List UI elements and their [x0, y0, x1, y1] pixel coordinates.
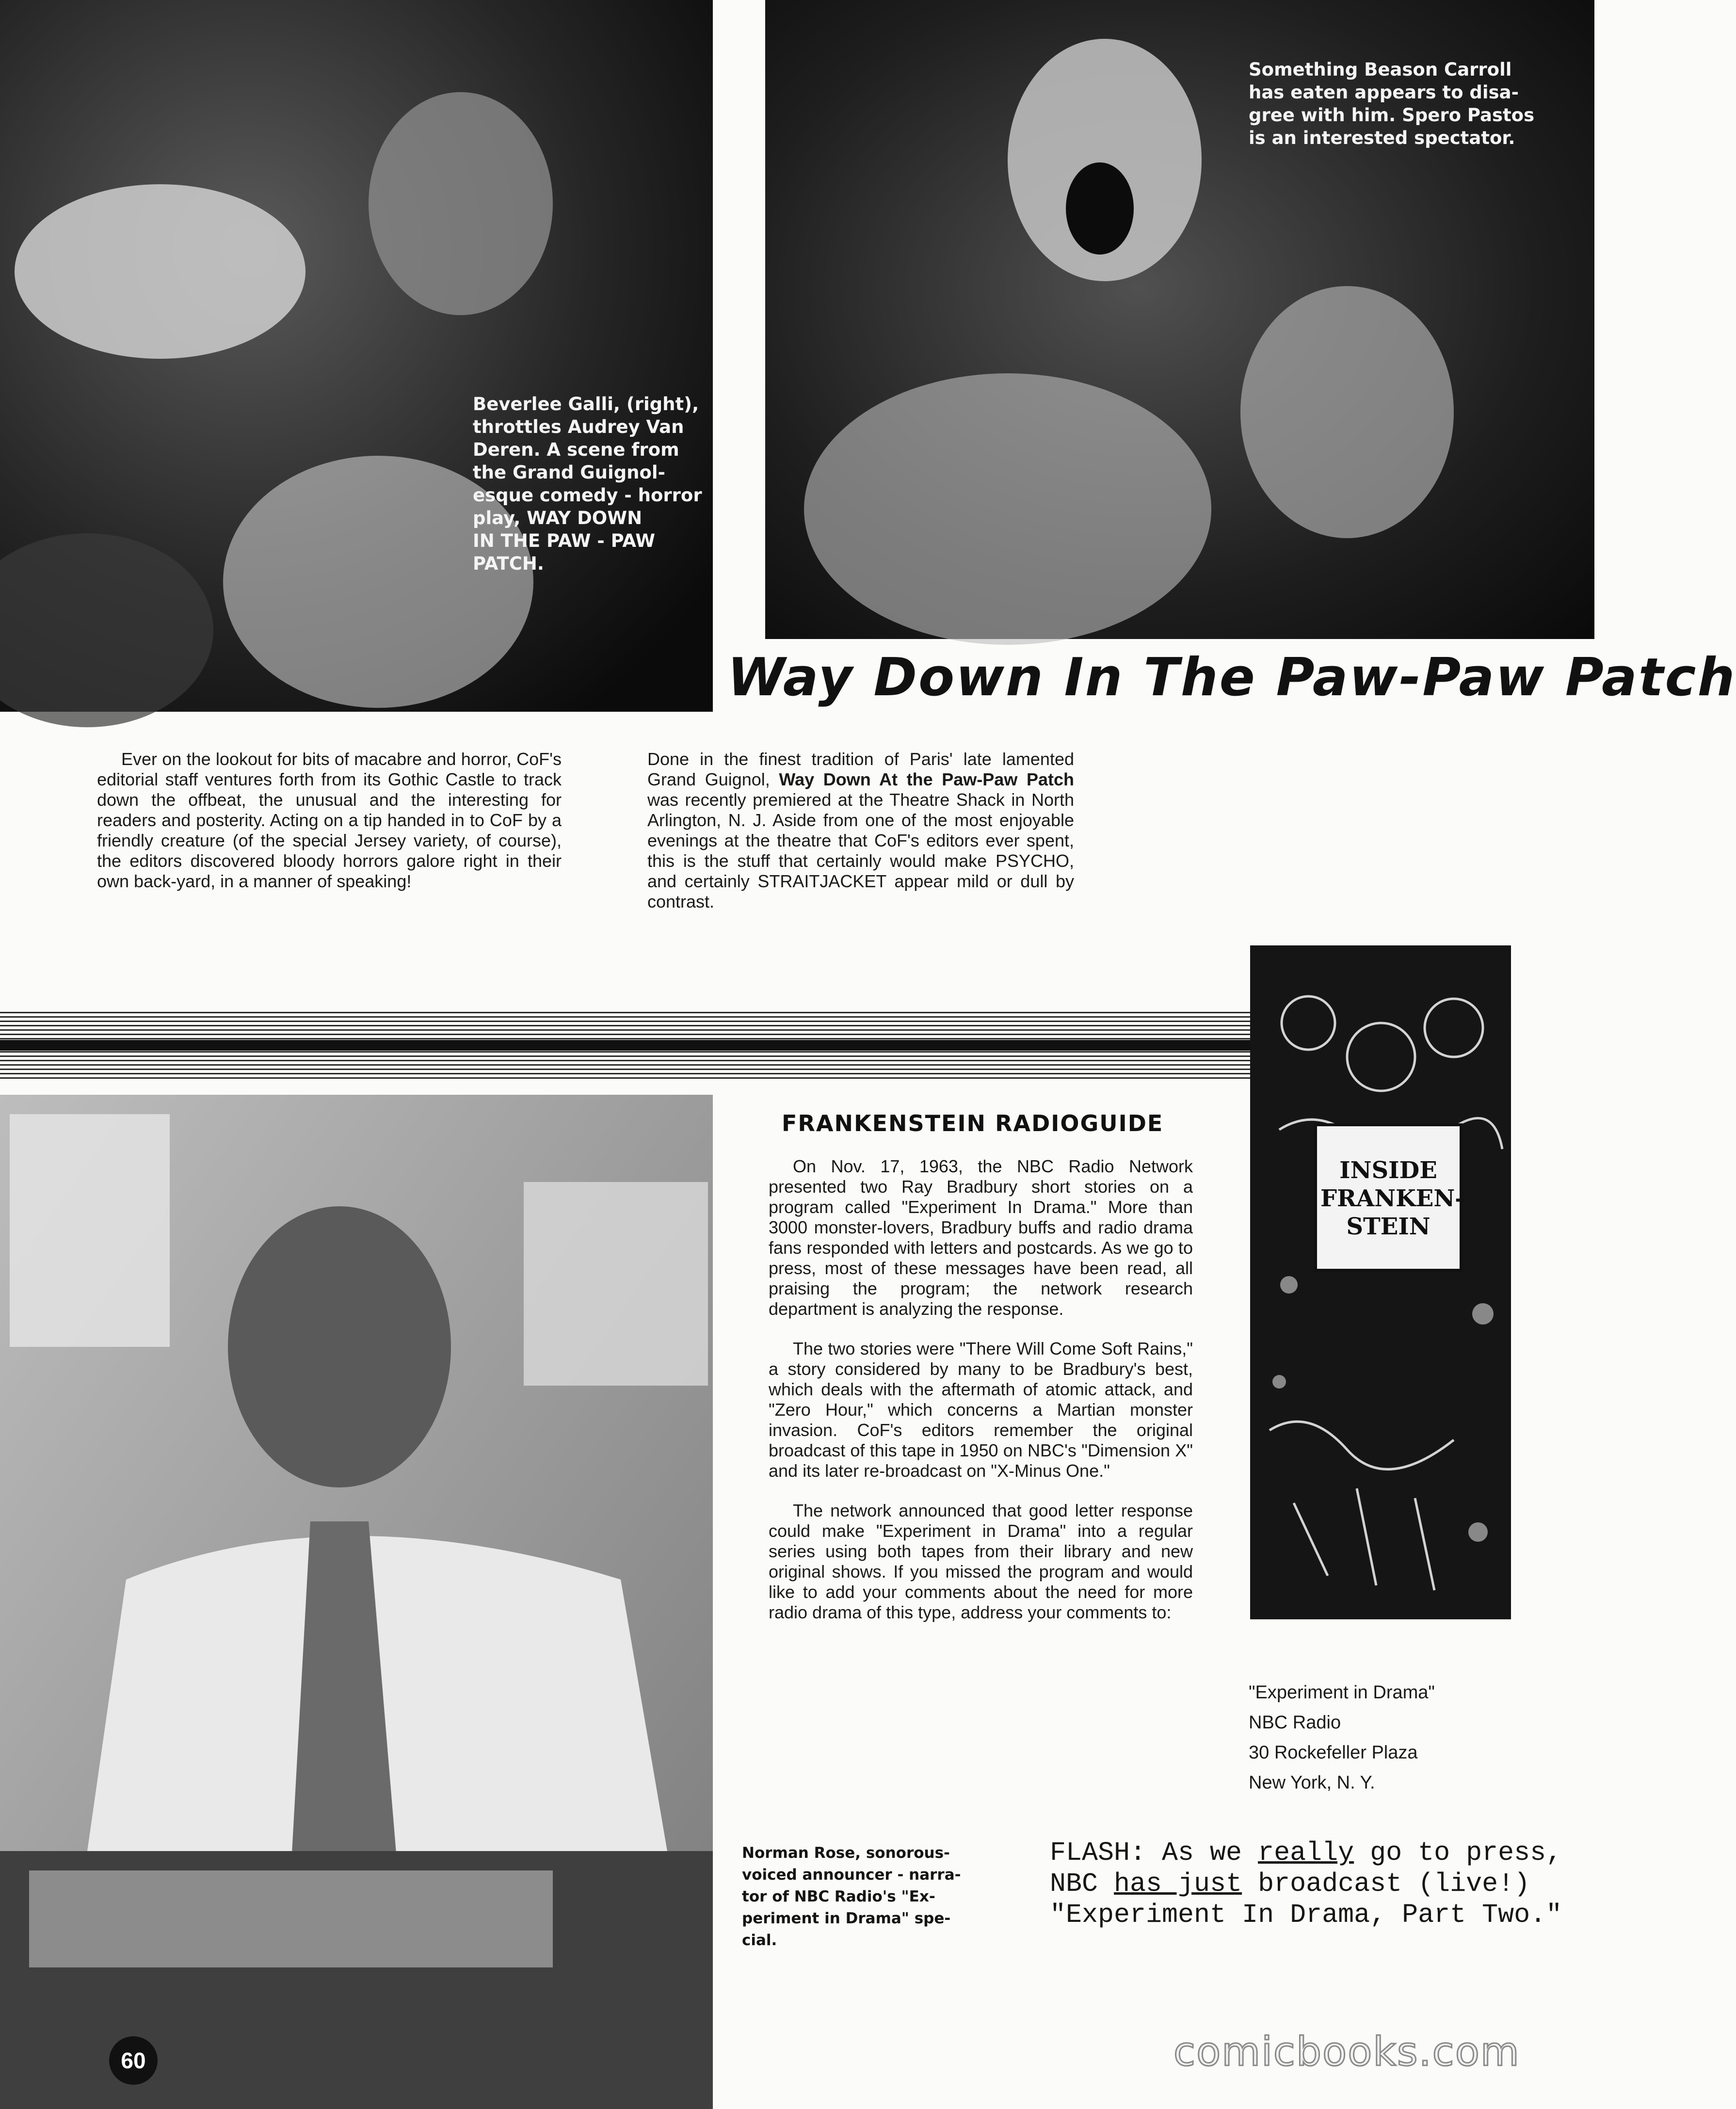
article1-play-title: Way Down At the Paw-Paw Patch — [779, 769, 1074, 789]
radioguide-title: FRANKENSTEIN RADIOGUIDE — [782, 1110, 1164, 1136]
caption-norman-rose: Norman Rose, sonorous- voiced announcer - narra- tor of NBC Radio's "Ex- periment in Drama" spe- cial. — [742, 1844, 961, 1949]
radioguide-para-1: On Nov. 17, 1963, the NBC Radio Network presented two Ray Bradbury short stories on a program called "Experiment In Drama." More than 3000 monster-lovers, Bradbury buffs and radio drama fans responded with letters and postcards. As we go to press, most of these messages have been read, all praising the program; the network research department is analyzing the response. — [769, 1156, 1193, 1319]
radioguide-para-2: The two stories were "There Will Come Soft Rains," a story considered by many to be Bradbury's best, which deals with the aftermath of atomic attack, and "Zero Hour," which concerns a Martian monster invasion. CoF's editors remember the original broadcast of this tape in 1950 on NBC's "Dimension X" and its later re-broadcast on "X-Minus One." — [769, 1339, 1193, 1481]
inside-frankenstein-illustration — [1250, 945, 1511, 1619]
flash-notice — [1050, 1837, 1583, 1931]
page-number: 60 — [109, 2036, 158, 2085]
address-line: "Experiment in Drama" — [1249, 1682, 1435, 1703]
illustration-sign-text: INSIDE FRANKEN- STEIN — [1320, 1157, 1465, 1240]
article1-col2-text-b: was recently premiered at the Theatre Shack in North Arlington, N. J. Aside from one of the most enjoyable evenings at the theatre that CoF's editors ever spent, this is the stuff that certainly would make PSYCHO, and certainly STRAITJACKET appear mild or dull by contrast. — [647, 790, 1074, 911]
address-line: New York, N. Y. — [1249, 1773, 1375, 1793]
article1-col2-text-a: Done in the finest tradition of Paris' late lamented Grand Guignol, — [647, 749, 1074, 789]
article1-column-1: Ever on the lookout for bits of macabre and horror, CoF's editorial staff ventures forth from its Gothic Castle to track down the offbeat, the unusual and the interesting for readers and posterity. Acting on a tip handed in to CoF by a friendly creature (of the special Jersey variety, of course), the editors discovered bloody horrors galore right in their own back-yard, in a manner of speaking! — [97, 749, 562, 891]
mailing-address — [1249, 1678, 1435, 1798]
caption-beason-carroll: Something Beason Carroll has eaten appears to disa- gree with him. Spero Pastos is an interested spectator. — [1249, 59, 1535, 148]
radioguide-body — [769, 1156, 1193, 1642]
article1-column-2 — [647, 749, 1074, 912]
photo-throttle-scene — [0, 0, 713, 712]
photo-norman-rose — [0, 1095, 713, 2109]
flash-emphasis: really — [1258, 1837, 1354, 1868]
radioguide-para-3: The network announced that good letter response could make "Experiment in Drama" into a regular series using both tapes from their library and new original shows. If you missed the program and would like to add your comments about the need for more radio drama of this type, address your comments to: — [769, 1501, 1193, 1622]
caption-throttle-scene: Beverlee Galli, (right), throttles Audrey Van Deren. A scene from the Grand Guignol- esque comedy - horror play, WAY DOWN IN THE PAW - PAW PATCH. — [473, 394, 702, 574]
address-line: NBC Radio — [1249, 1712, 1341, 1733]
flash-text: FLASH: As we — [1050, 1837, 1258, 1868]
flash-text: broadcast (live!) "Experiment In Drama, Part Two." — [1050, 1869, 1562, 1930]
address-line: 30 Rockefeller Plaza — [1249, 1742, 1418, 1763]
flash-text: go to press, NBC — [1050, 1837, 1562, 1899]
article-headline: Way Down In The Paw-Paw Patch — [727, 647, 1736, 708]
watermark: comicbooks.com — [1173, 2029, 1520, 2075]
flash-emphasis: has just — [1114, 1869, 1242, 1899]
